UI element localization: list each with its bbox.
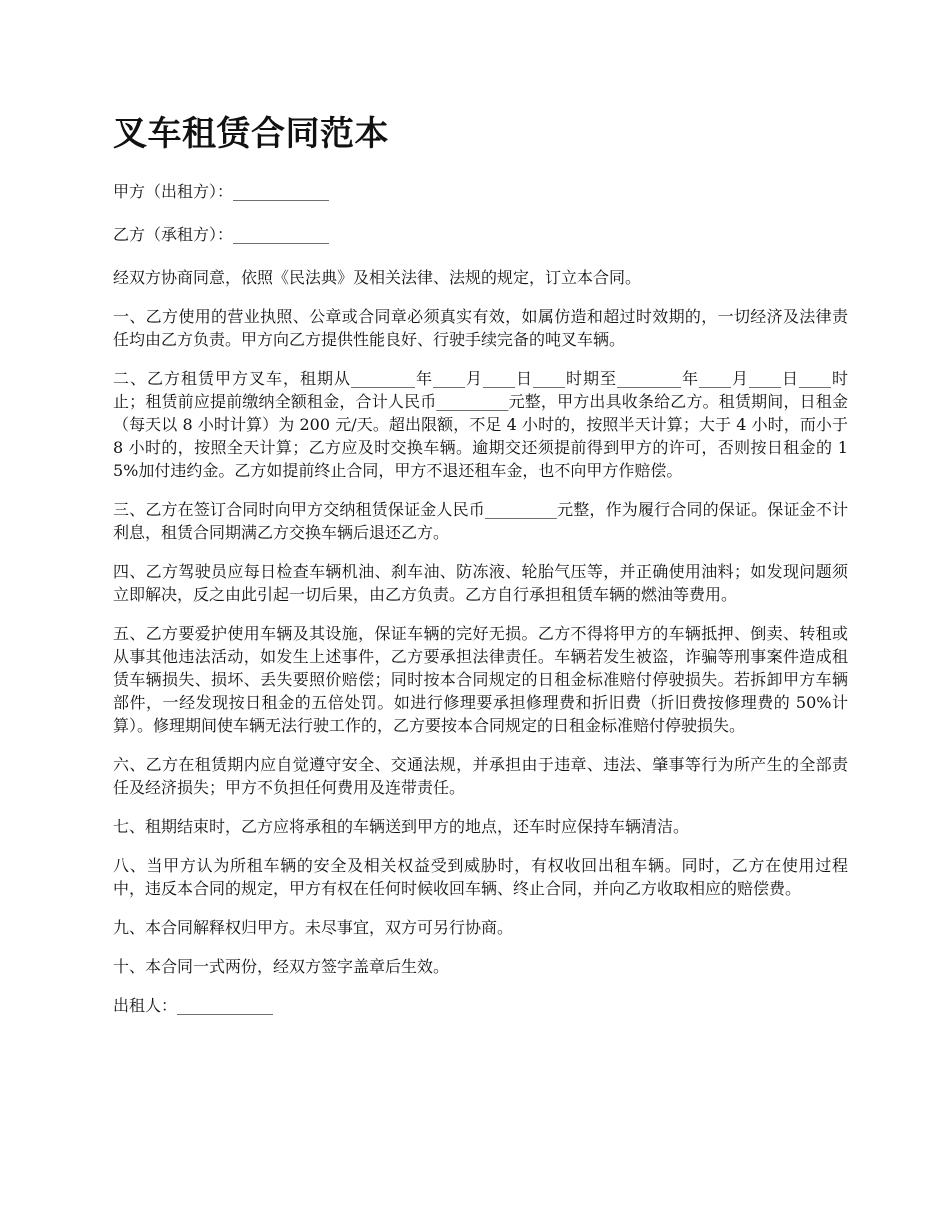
page-title: 叉车租赁合同范本: [113, 114, 389, 154]
intro-paragraph: 经双方协商同意，依照《民法典》及相关法律、法规的规定，订立本合同。: [113, 268, 642, 287]
clause-3: 三、乙方在签订合同时向甲方交纳租赁保证金人民币_________元整，作为履行合同的保证。保证金不计利息，租赁合同期满乙方交换车辆后退还乙方。: [113, 500, 848, 542]
contract-page: [113, 110, 848, 1033]
clause-5: 五、乙方要爱护使用车辆及其设施，保证车辆的完好无损。乙方不得将甲方的车辆抵押、倒卖、转租或从事其他违法活动，如发生上述事件，乙方要承担法律责任。车辆若发生被盗，诈骗等刑事案件造成租赁车辆损失、损坏、丢失要照价赔偿；同时按本合同规定的日租金标准赔付停驶损失。若拆卸甲方车辆部件，一经发现按日租金的五倍处罚。如进行修理要承担修理费和折旧费（折旧费按修理费的 50%计算）。修理期间使车辆无法行驶工作的，乙方要按本合同规定的日租金标准赔付停驶损失。: [113, 624, 848, 735]
party-a-line: 甲方（出租方）：____________: [113, 182, 330, 201]
clause-2: 二、乙方租赁甲方叉车，租期从________年____月____日____时期至________年____月____日____时止；租赁前应提前缴纳全额租金，合计人民币_________元整，甲方出具收条给乙方。租赁期间，日租金（每天以 8 小时计算）为 200 元/天。超出限额，不足 4 小时的，按照半天计算；大于 4 小时，而小于 8 小时的，按照全天计算；乙方应及时交换车辆。逾期交还须提前得到甲方的许可，否则按日租金的 15%加付违约金。乙方如提前终止合同，甲方不退还租车金，也不向甲方作赔偿。: [113, 369, 848, 480]
clause-8: 八、当甲方认为所租车辆的安全及相关权益受到威胁时，有权收回出租车辆。同时，乙方在使用过程中，违反本合同的规定，甲方有权在任何时候收回车辆、终止合同，并向乙方收取相应的赔偿费。: [113, 856, 848, 898]
clause-10: 十、本合同一式两份，经双方签字盖章后生效。: [113, 957, 450, 976]
clause-7: 七、租期结束时，乙方应将承租的车辆送到甲方的地点，还车时应保持车辆清洁。: [113, 817, 690, 836]
clause-9: 九、本合同解释权归甲方。未尽事宜，双方可另行协商。: [113, 918, 514, 937]
lessor-signature-line: 出租人：____________: [113, 996, 274, 1015]
clause-4: 四、乙方驾驶员应每日检查车辆机油、刹车油、防冻液、轮胎气压等，并正确使用油料；如发现问题须立即解决，反之由此引起一切后果，由乙方负责。乙方自行承担租赁车辆的燃油等费用。: [113, 562, 848, 604]
clause-6: 六、乙方在租赁期内应自觉遵守安全、交通法规，并承担由于违章、违法、肇事等行为所产生的全部责任及经济损失；甲方不负担任何费用及连带责任。: [113, 755, 848, 797]
clause-1: 一、乙方使用的营业执照、公章或合同章必须真实有效，如属仿造和超过时效期的，一切经济及法律责任均由乙方负责。甲方向乙方提供性能良好、行驶手续完备的吨叉车辆。: [113, 307, 848, 349]
party-b-line: 乙方（承租方）：____________: [113, 225, 330, 244]
